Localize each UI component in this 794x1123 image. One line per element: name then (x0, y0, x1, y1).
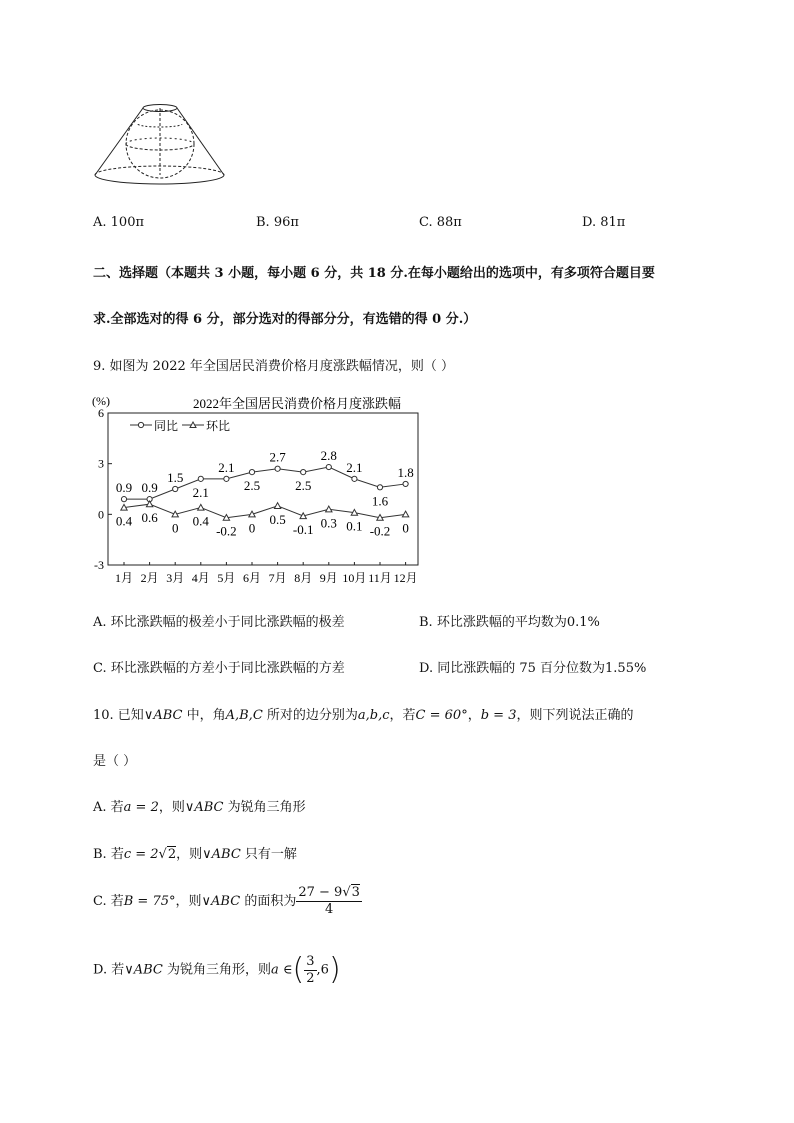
chart-title: 2022年全国居民消费价格月度涨跌幅 (192, 396, 402, 411)
q9-option-d-value: 1.55% (605, 661, 647, 676)
q9-option-d: D. 同比涨跌幅的 75 百分位数为1.55% (419, 661, 647, 676)
q8-option-a: A. 100π (93, 215, 145, 230)
data-label-同比: 0.9 (115, 480, 133, 496)
y-tick-label: -3 (94, 558, 104, 572)
x-tick-label: 1月 (114, 571, 134, 585)
q9-option-b: B. 环比涨跌幅的平均数为0.1% (419, 615, 600, 630)
data-label-同比: 2.1 (192, 484, 209, 500)
y-tick-label: 0 (98, 507, 104, 522)
q8-option-d: D. 81π (582, 215, 626, 230)
x-tick-label: 2月 (140, 571, 159, 585)
x-tick-label: 7月 (268, 571, 287, 585)
data-label-同比: 0.9 (141, 480, 158, 496)
data-label-同比: 2.1 (218, 459, 235, 475)
point-tongbi (352, 476, 357, 481)
data-label-同比: 1.8 (397, 464, 414, 480)
data-label-环比: 0.6 (141, 510, 158, 526)
y-tick-label: 6 (98, 406, 104, 420)
q10-stem-line2: 是（ ） (93, 754, 137, 769)
q10-stem: 10. 已知∨ABC 中，角A,B,C 所对的边分别为a,b,c，若C = 60°，b = 3，则下列说法正确的 (93, 708, 634, 723)
q10-option-c: C. 若B = 75°，则∨ABC 的面积为 $\frac{27 - 9√3}{4}$ (93, 885, 360, 917)
data-label-环比: -0.1 (292, 522, 314, 538)
point-huanbi (274, 503, 280, 509)
point-huanbi (402, 511, 408, 517)
q8-option-c: C. 88π (419, 215, 462, 230)
cpi-line-chart (92, 392, 422, 590)
chart-ylabel: (%) (92, 394, 110, 408)
data-label-环比: -0.2 (369, 523, 391, 539)
data-label-环比: 0.4 (115, 513, 133, 529)
point-tongbi (301, 470, 306, 475)
point-huanbi (146, 501, 152, 507)
data-label-同比: 2.7 (269, 449, 286, 465)
q10-option-a: A. 若a = 2，则∨ABC 为锐角三角形 (93, 800, 306, 815)
y-tick-label: 3 (98, 456, 104, 471)
point-tongbi (198, 476, 203, 481)
q10-option-d: D. 若∨ABC 为锐角三角形，则a ∈( $\frac{3}{2}$ ,6) (93, 952, 341, 987)
data-label-环比: -0.2 (216, 523, 237, 539)
point-tongbi (173, 486, 178, 491)
data-label-环比: 0.4 (192, 513, 209, 529)
legend-huanbi: 环比 (206, 419, 231, 433)
section-heading-line2: 求.全部选对的得 6 分，部分选对的得部分分，有选错的得 0 分.） (93, 312, 477, 327)
data-label-环比: 0 (171, 520, 179, 536)
data-label-同比: 2.8 (320, 448, 337, 464)
data-label-同比: 1.5 (167, 470, 184, 485)
section-heading-line1: 二、选择题（本题共 3 小题，每小题 6 分，共 18 分.在每小题给出的选项中，有多项符合题目要 (93, 266, 655, 281)
q9-stem: 9. 如图为 2022 年全国居民消费价格月度涨跌幅情况，则（ ） (93, 359, 455, 374)
x-tick-label: 5月 (217, 571, 236, 585)
x-tick-label: 12月 (393, 571, 418, 585)
q10-option-b: B. 若c = 2√2，则∨ABC 只有一解 (93, 847, 297, 862)
x-tick-label: 8月 (294, 571, 313, 585)
point-tongbi (224, 476, 229, 481)
data-label-同比: 2.1 (346, 459, 363, 475)
legend-tongbi: 同比 (154, 419, 179, 433)
point-tongbi (326, 464, 331, 469)
point-tongbi (249, 470, 254, 475)
point-huanbi (198, 504, 204, 510)
area-fraction: $\frac{27 - 9√3}{4}$ (298, 885, 360, 917)
point-tongbi (275, 466, 280, 471)
point-tongbi (377, 485, 382, 490)
q9-option-b-value: 0.1% (566, 615, 600, 630)
x-tick-label: 10月 (342, 571, 367, 585)
data-label-环比: 0 (402, 520, 409, 536)
point-tongbi (403, 481, 408, 486)
x-tick-label: 6月 (242, 571, 262, 585)
data-label-环比: 0.1 (346, 518, 363, 534)
series-line-环比 (124, 504, 406, 518)
x-tick-label: 3月 (166, 571, 185, 585)
point-huanbi (326, 506, 332, 512)
data-label-环比: 0.3 (320, 515, 337, 531)
x-tick-label: 4月 (191, 571, 210, 585)
x-tick-label: 9月 (319, 571, 338, 585)
data-label-同比: 2.5 (295, 478, 312, 494)
point-tongbi (121, 497, 126, 502)
data-label-同比: 1.6 (371, 493, 389, 509)
interval-fraction: $\frac{3}{2}$ (306, 953, 315, 986)
cone-sphere-figure (90, 100, 240, 192)
q8-option-b: B. 96π (256, 215, 299, 230)
data-label-环比: 0.5 (269, 511, 286, 527)
data-label-环比: 0 (248, 520, 256, 536)
x-tick-label: 11月 (368, 571, 392, 585)
data-label-同比: 2.5 (243, 478, 261, 494)
q9-option-c: C. 环比涨跌幅的方差小于同比涨跌幅的方差 (93, 661, 345, 676)
q9-option-a: A. 环比涨跌幅的极差小于同比涨跌幅的极差 (93, 615, 345, 630)
